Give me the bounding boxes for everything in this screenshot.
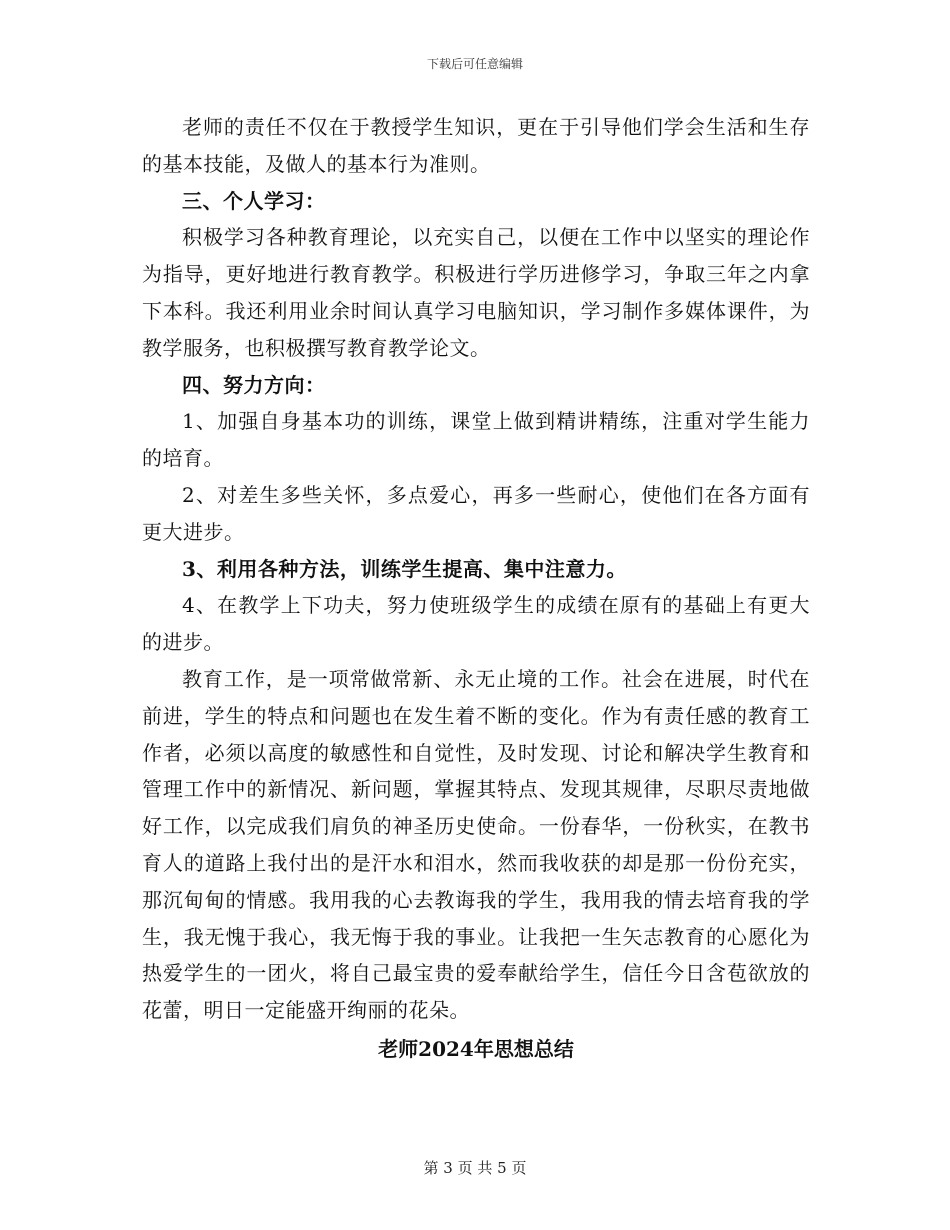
list-item-2: 2、对差生多些关怀，多点爱心，再多一些耐心，使他们在各方面有更大进步。 [142,482,810,544]
heading-effort-direction: 四、努力方向： [182,372,326,397]
paragraph-personal-study: 积极学习各种教育理论，以充实自己，以便在工作中以坚实的理论作为指导，更好地进行教育教学。积极进行学历进修学习，争取三年之内拿下本科。我还利用业余时间认真学习电脑知识，学习制作多媒体课件，为教学服务，也积极撰写教育教学论文。 [142,225,810,360]
section-title: 老师2024年思想总结 [378,1036,574,1061]
page-footer: 第 3 页 共 5 页 [423,1159,527,1177]
list-item-1: 1、加强自身基本功的训练，课堂上做到精讲精练，注重对学生能力的培育。 [142,409,810,471]
document-body [142,109,810,1067]
paragraph-teacher-responsibility: 老师的责任不仅在于教授学生知识，更在于引导他们学会生活和生存的基本技能，及做人的基本行为准则。 [142,115,810,176]
paragraph-education-work: 教育工作，是一项常做常新、永无止境的工作。社会在进展，时代在前进，学生的特点和问题也在发生着不断的变化。作为有责任感的教育工作者，必须以高度的敏感性和自觉性，及时发现、讨论和解决学生教育和管理工作中的新情况、新问题，掌握其特点、发现其规律，尽职尽责地做好工作，以完成我们肩负的神圣历史使命。一份春华，一份秋实，在教书育人的道路上我付出的是汗水和泪水，然而我收获的却是那一份份充实，那沉甸甸的情感。我用我的心去教诲我的学生，我用我的情去培育我的学生，我无愧于我心，我无悔于我的事业。让我把一生矢志教育的心愿化为热爱学生的一团火，将自己最宝贵的爱奉献给学生，信任今日含苞欲放的花蕾，明日一定能盛开绚丽的花朵。 [142,666,810,1023]
heading-personal-study: 三、个人学习： [182,188,326,213]
list-item-4: 4、在教学上下功夫，努力使班级学生的成绩在原有的基础上有更大的进步。 [142,593,810,655]
page-header: 下载后可任意编辑 [426,57,523,71]
list-item-3: 3、利用各种方法，训练学生提高、集中注意力。 [182,556,627,581]
